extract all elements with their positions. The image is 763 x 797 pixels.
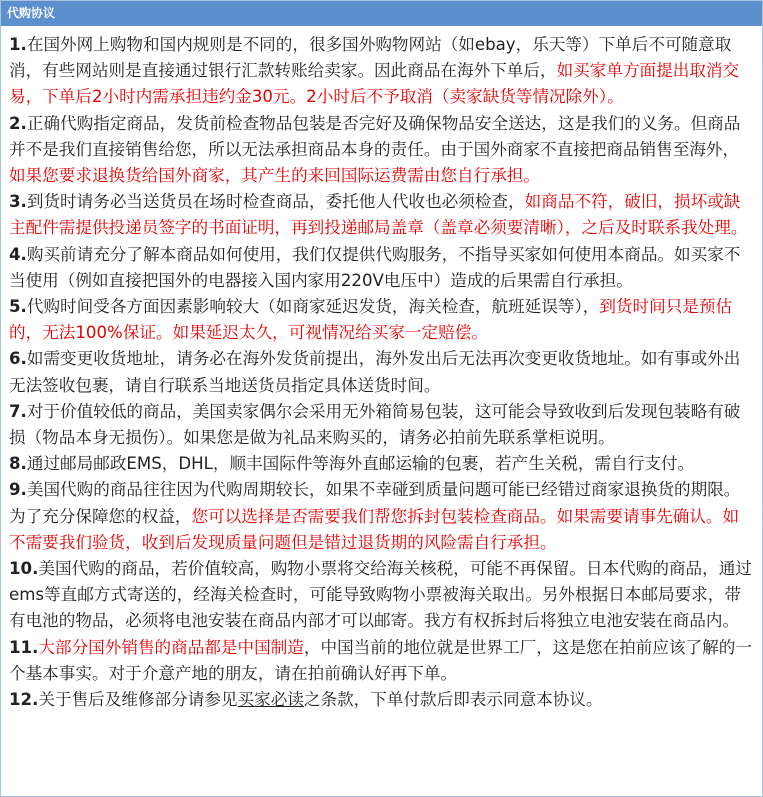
item-text: ，中国当前的地位就是世界工厂，这是您在拍前应该了解的一个基本事实。对于介意产地的朋友，请在拍前确认好再下单。 (9, 637, 752, 683)
agreement-item (9, 451, 754, 477)
item-text: 关于售后及维修部分请参见 (38, 690, 238, 710)
item-text: 如需变更收货地址，请务必在海外发货前提出，海外发出后无法再次变更收货地址。如有事或外出无法签收包裹，请自行联系当地送货员指定具体送货时间。 (9, 349, 741, 395)
item-text: 之条款，下单付款后即表示同意本协议。 (303, 690, 603, 710)
highlight-text: 如买家单方面提出取消交易，下单后2小时内需承担违约金30元。2小时后不予取消（卖家缺货等情况除外）。 (9, 61, 740, 107)
highlight-text: 如果您要求退换货给国外商家，其产生的来回国际运费需由您自行承担。 (9, 166, 540, 186)
item-number: 10. (9, 559, 39, 579)
agreement-item (9, 635, 754, 687)
highlight-text: 大部分国外销售的商品都是中国制造 (38, 637, 304, 657)
item-number: 6. (9, 349, 27, 369)
item-number: 5. (9, 297, 27, 317)
agreement-item (9, 294, 754, 346)
agreement-item (9, 32, 754, 111)
highlight-text: 如商品不符，破旧，损坏或缺主配件需提供投递员签字的书面证明，再到投递邮局盖章（盖章必须要清晰），之后及时联系我处理。 (9, 192, 748, 238)
item-text: 在国外网上购物和国内规则是不同的，很多国外购物网站（如ebay，乐天等）下单后不可随意取消，有些网站则是直接通过银行汇款转账给卖家。因此商品在海外下单后， (9, 35, 732, 81)
item-text: 美国代购的商品，若价值较高，购物小票将交给海关核税，可能不再保留。日本代购的商品，通过ems等直邮方式寄送的，经海关检查时，可能导致购物小票被海关取出。另外根据日本邮局要求，带有电池的物品，必须将电池安装在商品内部才可以邮寄。我方有权拆封后将独立电池安装在商品内。 (9, 559, 752, 631)
agreement-item (9, 556, 754, 635)
item-text: 代购时间受各方面因素影响较大（如商家延迟发货，海关检查，航班延误等）， (26, 297, 600, 317)
highlight-text: 到货时间只是预估的，无法100%保证。如果延迟太久，可视情况给买家一定赔偿。 (9, 297, 733, 343)
item-text: 美国代购的商品往往因为代购周期较长，如果不幸碰到质量问题可能已经错过商家退换货的期限。为了充分保障您的权益， (9, 480, 741, 526)
panel-title: 代购协议 (1, 1, 762, 26)
agreement-list (1, 26, 762, 713)
item-text: 购买前请充分了解本商品如何使用，我们仅提供代购服务，不指导买家如何使用本商品。如买家不当使用（例如直接把国外的电器接入国内家用220V电压中）造成的后果需自行承担。 (9, 244, 741, 290)
item-number: 2. (9, 113, 27, 133)
item-number: 7. (9, 401, 27, 421)
item-number: 3. (9, 192, 27, 212)
item-text: 对于价值较低的商品，美国卖家偶尔会采用无外箱简易包装，这可能会导致收到后发现包装略有破损（物品本身无损伤）。如果您是做为礼品来购买的，请务必拍前先联系掌柜说明。 (9, 401, 741, 448)
item-text: 正确代购指定商品，发货前检查物品包装是否完好及确保物品安全送达，这是我们的义务。但商品并不是我们直接销售给您，所以无法承担商品本身的责任。由于国外商家不直接把商品销售至海外， (9, 113, 741, 159)
item-number: 12. (9, 690, 39, 710)
agreement-item (9, 242, 754, 294)
item-number: 1. (9, 35, 27, 54)
highlight-text: 您可以选择是否需要我们帮您拆封包装检查商品。如果需要请事先确认。如不需要我们验货，收到后发现质量问题但是错过退货期的风险需自行承担。 (9, 506, 740, 552)
agreement-item (9, 189, 754, 241)
item-number: 8. (9, 454, 27, 474)
item-number: 11. (9, 637, 39, 657)
agreement-item (9, 399, 754, 451)
agreement-item (9, 477, 754, 556)
agreement-item (9, 111, 754, 190)
item-text: 到货时请务必当送货员在场时检查商品，委托他人代收也必须检查， (26, 192, 525, 212)
item-number: 4. (9, 244, 27, 264)
buyer-must-read-link[interactable]: 买家必读 (237, 690, 304, 710)
agreement-item (9, 687, 754, 713)
item-number: 9. (9, 480, 27, 500)
item-text: 通过邮局邮政EMS，DHL，顺丰国际件等海外直邮运输的包裹，若产生关税，需自行支付。 (26, 454, 695, 474)
agreement-item (9, 346, 754, 398)
